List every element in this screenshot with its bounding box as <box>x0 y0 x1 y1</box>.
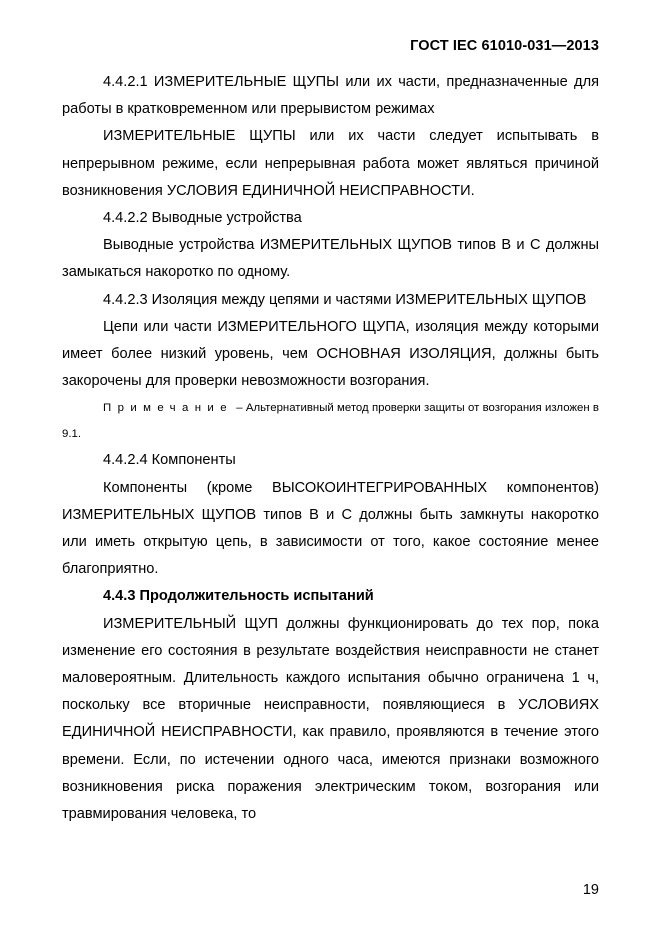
note-paragraph <box>62 395 599 447</box>
clause-4-4-2-1-text: ИЗМЕРИТЕЛЬНЫЕ ЩУПЫ или их части следует испытывать в непрерывном режиме, если непрерывная работа может являться причиной возникновения УСЛОВИЯ ЕДИНИЧНОЙ НЕИСПРАВНОСТИ. <box>62 128 599 199</box>
clause-4-4-2-2-text: Выводные устройства ИЗМЕРИТЕЛЬНЫХ ЩУПОВ типов В и С должны замыкаться накоротко по одному. <box>62 237 599 281</box>
clause-4-4-2-4-text: Компоненты (кроме ВЫСОКОИНТЕГРИРОВАННЫХ компонентов) ИЗМЕРИТЕЛЬНЫХ ЩУПОВ типов В и С должны быть замкнуты накоротко или иметь открытую цепь, в зависимости от того, какое состояние менее благоприятно. <box>62 479 599 578</box>
document-code-header: ГОСТ IEC 61010-031—2013 <box>410 38 599 54</box>
clause-4-4-3-heading: 4.4.3 Продолжительность испытаний <box>103 588 374 605</box>
page-number: 19 <box>582 882 599 898</box>
clause-4-4-2-4-heading: 4.4.2.4 Компоненты <box>103 452 236 469</box>
clause-4-4-2-3-heading: 4.4.2.3 Изоляция между цепями и частями ИЗМЕРИТЕЛЬНЫХ ЩУПОВ <box>103 291 587 308</box>
document-body <box>62 69 599 828</box>
clause-4-4-2-3-text: Цепи или части ИЗМЕРИТЕЛЬНОГО ЩУПА, изоляция между которыми имеет более низкий уровень, чем ОСНОВНАЯ ИЗОЛЯЦИЯ, должны быть закорочены для проверки невозможности возгорания. <box>62 318 599 390</box>
clause-4-4-3-text: ИЗМЕРИТЕЛЬНЫЙ ЩУП должны функционировать до тех пор, пока изменение его состояния в результате воздействия неисправности не станет маловероятным. Длительность каждого испытания обычно ограничена 1 ч, поскольку все вторичные неисправности, появляющиеся в УСЛОВИЯХ ЕДИНИЧНОЙ НЕИСПРАВНОСТИ, как правило, проявляются в течение этого времени. Если, по истечении одного часа, имеются признаки возможного возникновения риска поражения электрическим током, возгорания или травмирования человека, то <box>62 615 599 823</box>
clause-4-4-2-1-heading: 4.4.2.1 ИЗМЕРИТЕЛЬНЫЕ ЩУПЫ или их части, предназначенные для работы в кратковременном или прерывистом режимах <box>62 74 599 118</box>
note-text: – Альтернативный метод проверки защиты от возгорания изложен в 9.1. <box>62 402 599 441</box>
note-label: Примечание <box>103 402 233 415</box>
clause-4-4-2-2-heading: 4.4.2.2 Выводные устройства <box>103 210 302 227</box>
